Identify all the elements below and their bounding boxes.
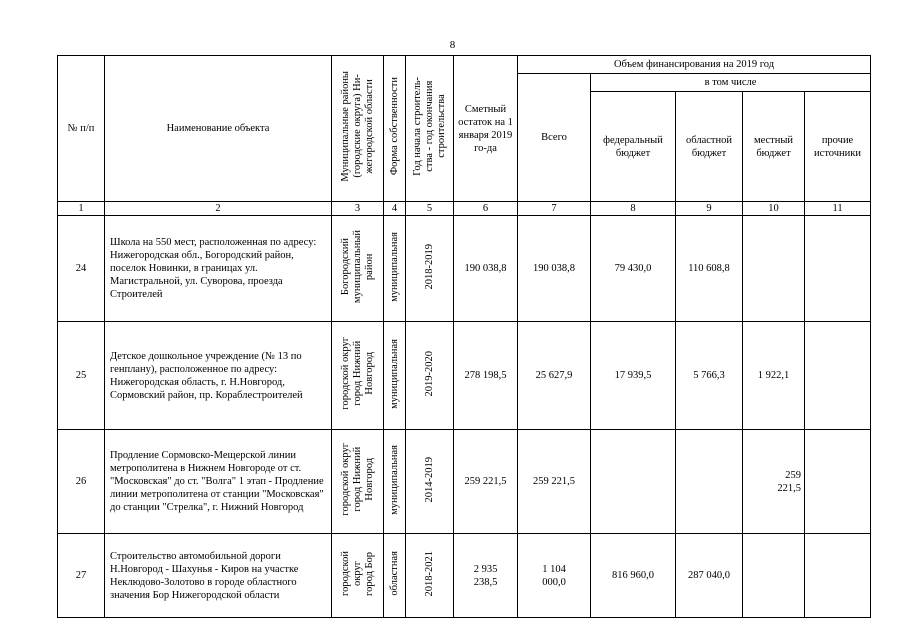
regional-value: 287 040,0	[676, 534, 743, 618]
object-name: Детское дошкольное учреждение (№ 13 по генплану), расположенное по адресу: Нижегородская область, г. Н.Новгород, Сормовский район, пр. Кораблестроителей	[105, 322, 332, 430]
total-value: 1 104 000,0	[518, 534, 591, 618]
years-cell	[406, 216, 454, 322]
column-number-row	[58, 202, 871, 216]
federal-value: 17 939,5	[591, 322, 676, 430]
municipal-cell	[332, 534, 384, 618]
estimate-value: 2 935 238,5	[454, 534, 518, 618]
object-name: Продление Сормовско-Мещерской линии метрополитена в Нижнем Новгороде от ст. "Московская" до ст. "Волга" 1 этап - Продление линии метрополитена от станции "Московская" до станции "Стрелка", г. Нижний Новгород	[105, 430, 332, 534]
header-num: № п/п	[58, 56, 105, 202]
colnum-6: 6	[454, 202, 518, 216]
municipal-cell	[332, 430, 384, 534]
estimate-value: 190 038,8	[454, 216, 518, 322]
federal-value	[591, 430, 676, 534]
other-value	[805, 430, 871, 534]
table-row	[58, 322, 871, 430]
local-value	[743, 216, 805, 322]
other-value	[805, 322, 871, 430]
estimate-value: 259 221,5	[454, 430, 518, 534]
estimate-value: 278 198,5	[454, 322, 518, 430]
header-total: Всего	[518, 74, 591, 202]
years-text: 2018-2021	[423, 550, 435, 597]
header-including: в том числе	[591, 74, 871, 92]
header-years-text: Год начала строитель- ства - год окончания строительства	[411, 77, 447, 176]
colnum-11: 11	[805, 202, 871, 216]
regional-value: 5 766,3	[676, 322, 743, 430]
object-name: Строительство автомобильной дороги Н.Новгород - Шахунья - Киров на участке Неклюдово-Золотово в городе областного значения Бор Нижегородской области	[105, 534, 332, 618]
federal-value: 79 430,0	[591, 216, 676, 322]
ownership-text: муниципальная	[388, 338, 400, 409]
colnum-1: 1	[58, 202, 105, 216]
municipal-text: городской округ город Бор	[339, 551, 375, 596]
ownership-text: муниципальная	[388, 444, 400, 515]
colnum-7: 7	[518, 202, 591, 216]
ownership-cell	[384, 534, 406, 618]
object-name: Школа на 550 мест, расположенная по адресу: Нижегородская обл., Богородский район, поселок Новинки, в границах ул. Магистральной, ул. Суворова, проезда Строителей	[105, 216, 332, 322]
colnum-3: 3	[332, 202, 384, 216]
header-ownership	[384, 56, 406, 202]
municipal-text: Богородский муниципальный район	[339, 229, 375, 304]
years-text: 2014-2019	[423, 456, 435, 503]
header-estimate: Сметный остаток на 1 января 2019 го-да	[454, 56, 518, 202]
header-municipal	[332, 56, 384, 202]
total-value: 190 038,8	[518, 216, 591, 322]
ownership-cell	[384, 322, 406, 430]
colnum-2: 2	[105, 202, 332, 216]
header-years	[406, 56, 454, 202]
municipal-text: городской округ город Нижний Новгород	[339, 337, 375, 410]
page-number: 8	[449, 39, 456, 51]
colnum-4: 4	[384, 202, 406, 216]
regional-value	[676, 430, 743, 534]
colnum-8: 8	[591, 202, 676, 216]
table-row	[58, 430, 871, 534]
header-row-1	[58, 56, 871, 74]
financing-table	[57, 55, 871, 618]
table-row	[58, 216, 871, 322]
municipal-cell	[332, 322, 384, 430]
other-value	[805, 534, 871, 618]
header-other: прочие источники	[805, 92, 871, 202]
header-local: местный бюджет	[743, 92, 805, 202]
colnum-5: 5	[406, 202, 454, 216]
ownership-text: муниципальная	[388, 231, 400, 302]
years-cell	[406, 430, 454, 534]
row-num: 27	[58, 534, 105, 618]
header-ownership-text: Форма собственности	[388, 77, 400, 176]
years-cell	[406, 322, 454, 430]
header-name: Наименование объекта	[105, 56, 332, 202]
header-municipal-text: Муниципальные районы (городские округа) Ни- жегородской области	[339, 71, 375, 182]
header-regional: областной бюджет	[676, 92, 743, 202]
other-value	[805, 216, 871, 322]
row-num: 24	[58, 216, 105, 322]
row-num: 25	[58, 322, 105, 430]
local-value: 259 221,5	[743, 430, 805, 534]
colnum-10: 10	[743, 202, 805, 216]
municipal-text: городской округ город Нижний Новгород	[339, 443, 375, 516]
ownership-cell	[384, 430, 406, 534]
header-funding: Объем финансирования на 2019 год	[518, 56, 871, 74]
row-num: 26	[58, 430, 105, 534]
colnum-9: 9	[676, 202, 743, 216]
header-federal: федеральный бюджет	[591, 92, 676, 202]
years-cell	[406, 534, 454, 618]
table-row	[58, 534, 871, 618]
federal-value: 816 960,0	[591, 534, 676, 618]
ownership-cell	[384, 216, 406, 322]
regional-value: 110 608,8	[676, 216, 743, 322]
total-value: 25 627,9	[518, 322, 591, 430]
years-text: 2019-2020	[423, 350, 435, 397]
local-value: 1 922,1	[743, 322, 805, 430]
total-value: 259 221,5	[518, 430, 591, 534]
local-value	[743, 534, 805, 618]
municipal-cell	[332, 216, 384, 322]
ownership-text: областная	[388, 551, 400, 596]
years-text: 2018-2019	[423, 243, 435, 290]
